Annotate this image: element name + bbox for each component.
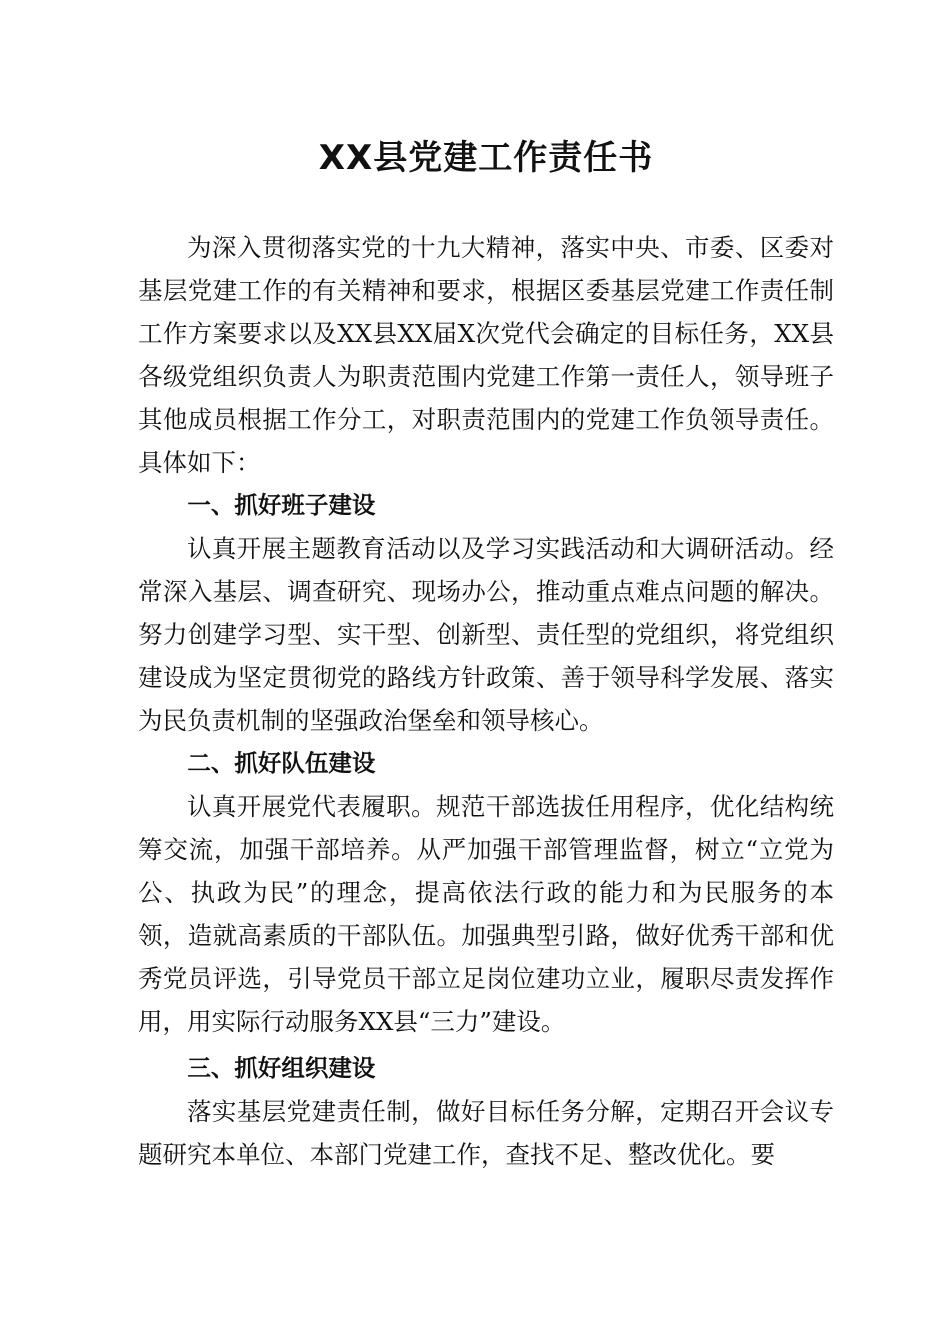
document-body — [138, 226, 834, 1176]
section-heading-1: 一、抓好班子建设 — [187, 491, 376, 519]
document-title: XX县党建工作责任书 — [318, 138, 654, 178]
intro-paragraph: 为深入贯彻落实党的十九大精神，落实中央、市委、区委对基层党建工作的有关精神和要求，根据区委基层党建工作责任制工作方案要求以及XX县XX届X次党代会确定的目标任务，XX县各级党组织负责人为职责范围内党建工作第一责任人，领导班子其他成员根据工作分工，对职责范围内的党建工作负领导责任。具体如下： — [138, 233, 834, 477]
section-body-1: 认真开展主题教育活动以及学习实践活动和大调研活动。经常深入基层、调查研究、现场办公，推动重点难点问题的解决。努力创建学习型、实干型、创新型、责任型的党组织，将党组织建设成为坚定贯彻党的路线方针政策、善于领导科学发展、落实为民负责机制的坚强政治堡垒和领导核心。 — [138, 534, 834, 735]
section-heading-3: 三、抓好组织建设 — [187, 1054, 376, 1082]
section-body-2: 认真开展党代表履职。规范干部选拔任用程序，优化结构统筹交流，加强干部培养。从严加强干部管理监督，树立“立党为公、执政为民”的理念，提高依法行政的能力和为民服务的本领，造就高素质的干部队伍。加强典型引路，做好优秀干部和优秀党员评选，引导党员干部立足岗位建功立业，履职尽责发挥作用，用实际行动服务XX县“三力”建设。 — [138, 792, 834, 1036]
section-body-3: 落实基层党建责任制，做好目标任务分解，定期召开会议专题研究本单位、本部门党建工作，查找不足、整改优化。要 — [138, 1097, 834, 1169]
section-heading-2: 二、抓好队伍建设 — [187, 749, 376, 777]
